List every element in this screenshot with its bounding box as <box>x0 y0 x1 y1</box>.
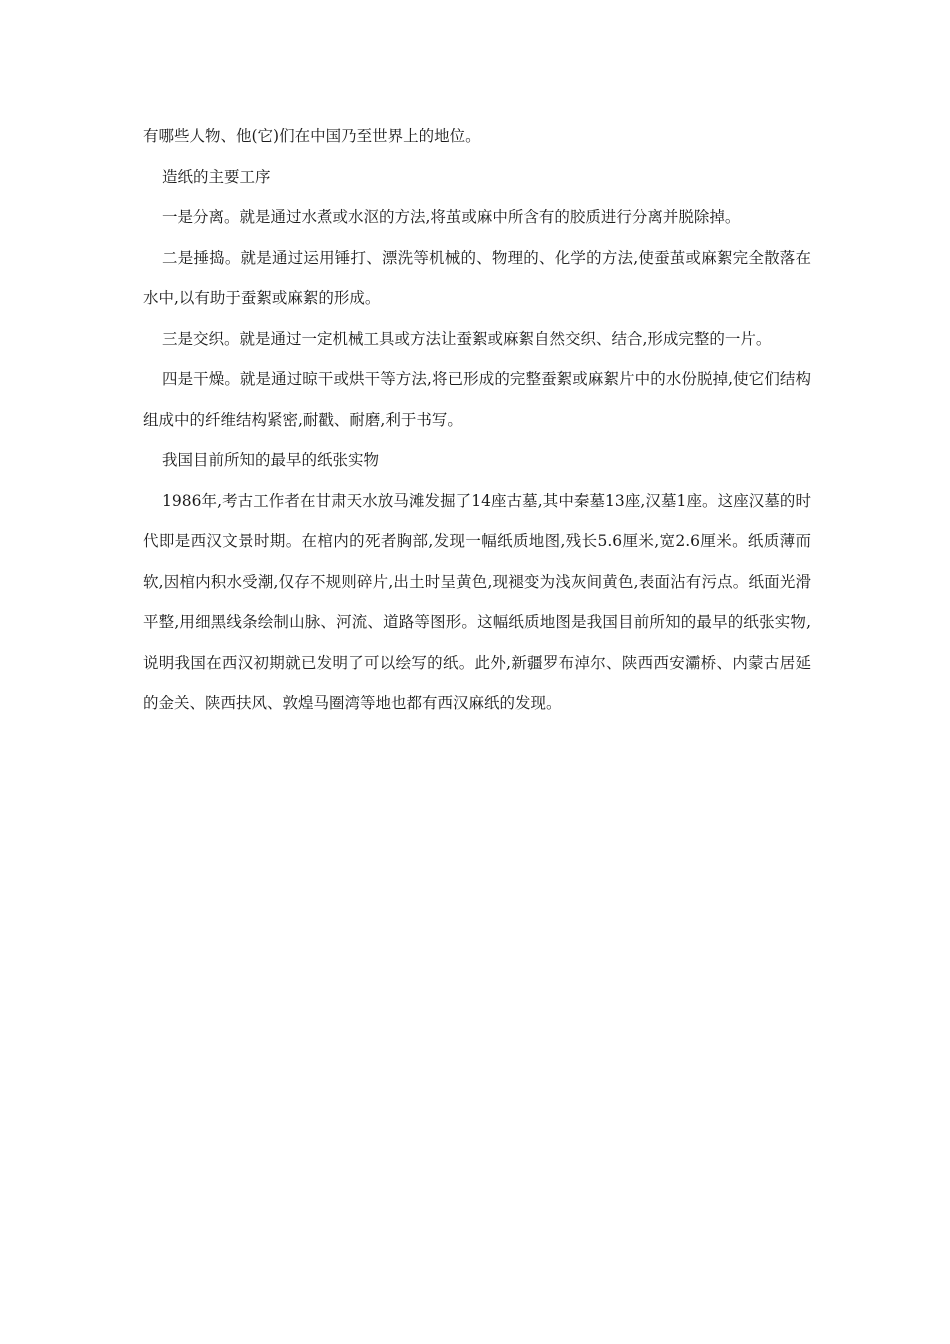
paragraph-step-pounding: 二是捶捣。就是通过运用锤打、漂洗等机械的、物理的、化学的方法,使蚕茧或麻絮完全散落在水中,以有助于蚕絮或麻絮的形成。 <box>143 248 811 307</box>
section-heading-papermaking-steps: 造纸的主要工序 <box>162 167 271 186</box>
paragraph-continuation: 有哪些人物、他(它)们在中国乃至世界上的地位。 <box>143 127 481 145</box>
section-heading-earliest-paper: 我国目前所知的最早的纸张实物 <box>162 451 380 469</box>
paragraph-step-drying: 四是干燥。就是通过晾干或烘干等方法,将已形成的完整蚕絮或麻絮片中的水份脱掉,使它们结构组成中的纤维结构紧密,耐戳、耐磨,利于书写。 <box>143 370 811 429</box>
paragraph-step-separation: 一是分离。就是通过水煮或水沤的方法,将茧或麻中所含有的胶质进行分离并脱除掉。 <box>162 208 741 226</box>
paragraph-fangmatan-discovery: 1986年,考古工作者在甘肃天水放马滩发掘了14座古墓,其中秦墓13座,汉墓1座。这座汉墓的时代即是西汉文景时期。在棺内的死者胸部,发现一幅纸质地图,残长5.6厘米,宽2.6厘米。纸质薄而软,因棺内积水受潮,仅存不规则碎片,出土时呈黄色,现褪变为浅灰间黄色,表面沾有污点。纸面光滑平整,用细黑线条绘制山脉、河流、道路等图形。这幅纸质地图是我国目前所知的最早的纸张实物,说明我国在西汉初期就已发明了可以绘写的纸。此外,新疆罗布淖尔、陕西西安灞桥、内蒙古居延的金关、陕西扶风、敦煌马圈湾等地也都有西汉麻纸的发现。 <box>143 491 811 712</box>
document-body <box>143 116 811 724</box>
paragraph-step-interweaving: 三是交织。就是通过一定机械工具或方法让蚕絮或麻絮自然交织、结合,形成完整的一片。 <box>162 329 772 348</box>
